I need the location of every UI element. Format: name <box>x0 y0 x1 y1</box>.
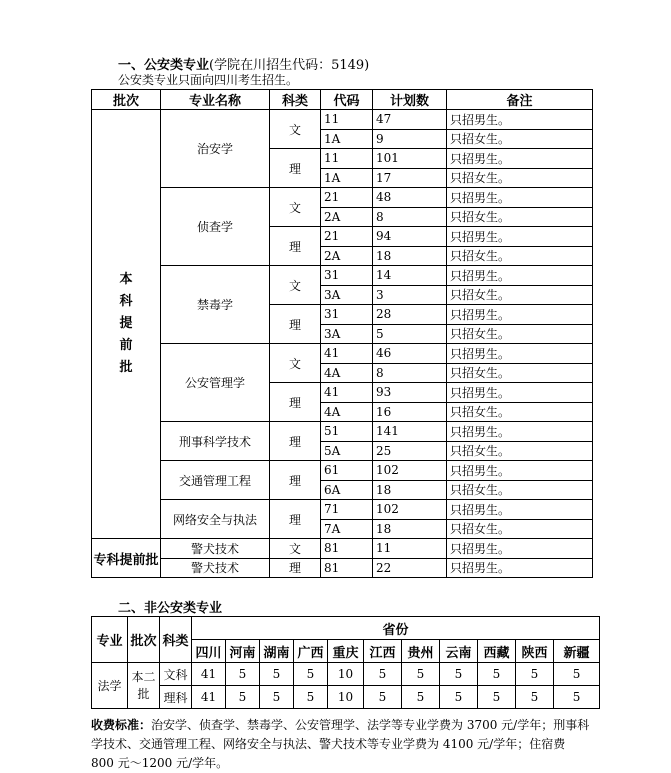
table-row <box>92 663 600 686</box>
code-cell: 1A <box>321 129 373 149</box>
value-cell: 5 <box>554 663 600 686</box>
major-cell: 公安管理学 <box>161 344 270 422</box>
count-cell: 141 <box>373 422 447 442</box>
subject-cell: 理 <box>270 227 321 266</box>
code-cell: 31 <box>321 305 373 325</box>
table-row <box>92 266 593 286</box>
remark-cell: 只招男生。 <box>447 500 593 520</box>
header-major: 专业名称 <box>161 90 270 110</box>
province-cell: 河南 <box>226 640 260 663</box>
subject-cell: 理 <box>270 500 321 539</box>
major-cell: 网络安全与执法 <box>161 500 270 539</box>
subject-cell: 理 <box>270 558 321 578</box>
value-cell: 5 <box>440 686 478 709</box>
province-cell: 云南 <box>440 640 478 663</box>
remark-cell: 只招男生。 <box>447 422 593 442</box>
count-cell: 94 <box>373 227 447 247</box>
remark-cell: 只招女生。 <box>447 480 593 500</box>
count-cell: 14 <box>373 266 447 286</box>
table-row <box>92 461 593 481</box>
subject-cell: 文 <box>270 110 321 149</box>
table-row <box>92 686 600 709</box>
batch-vocational-advance: 专科提前批 <box>92 539 161 578</box>
value-cell: 5 <box>260 686 294 709</box>
province-cell: 新疆 <box>554 640 600 663</box>
count-cell: 9 <box>373 129 447 149</box>
remark-cell: 只招女生。 <box>447 129 593 149</box>
remark-cell: 只招男生。 <box>447 344 593 364</box>
subject-cell: 文 <box>270 344 321 383</box>
table-header-row <box>92 90 593 110</box>
header-count: 计划数 <box>373 90 447 110</box>
remark-cell: 只招男生。 <box>447 110 593 130</box>
code-cell: 7A <box>321 519 373 539</box>
value-cell: 5 <box>478 686 516 709</box>
value-cell: 5 <box>364 663 402 686</box>
table-row <box>92 558 593 578</box>
province-cell: 广西 <box>294 640 328 663</box>
remark-cell: 只招女生。 <box>447 246 593 266</box>
province-cell: 湖南 <box>260 640 294 663</box>
subject-cell: 理科 <box>160 686 192 709</box>
header-major: 专业 <box>92 617 128 663</box>
header-batch: 批次 <box>128 617 160 663</box>
table-row <box>92 422 593 442</box>
remark-cell: 只招男生。 <box>447 539 593 559</box>
count-cell: 93 <box>373 383 447 403</box>
fee-standard-paragraph <box>91 716 591 773</box>
remark-cell: 只招女生。 <box>447 441 593 461</box>
count-cell: 3 <box>373 285 447 305</box>
count-cell: 17 <box>373 168 447 188</box>
fee-standard-label: 收费标准： <box>91 718 152 732</box>
remark-cell: 只招男生。 <box>447 149 593 169</box>
code-cell: 81 <box>321 558 373 578</box>
subject-cell: 理 <box>270 461 321 500</box>
count-cell: 22 <box>373 558 447 578</box>
major-cell: 警犬技术 <box>161 539 270 559</box>
code-cell: 1A <box>321 168 373 188</box>
value-cell: 5 <box>226 686 260 709</box>
code-cell: 41 <box>321 344 373 364</box>
table-row <box>92 539 593 559</box>
value-cell: 10 <box>328 686 364 709</box>
count-cell: 101 <box>373 149 447 169</box>
major-cell: 警犬技术 <box>161 558 270 578</box>
count-cell: 8 <box>373 363 447 383</box>
major-cell: 交通管理工程 <box>161 461 270 500</box>
value-cell: 5 <box>516 663 554 686</box>
count-cell: 48 <box>373 188 447 208</box>
count-cell: 25 <box>373 441 447 461</box>
section1-title-note: (学院在川招生代码：5149) <box>209 58 370 73</box>
section1-title-text: 一、公安类专业 <box>118 58 210 73</box>
header-subject: 科类 <box>160 617 192 663</box>
table-row <box>92 344 593 364</box>
value-cell: 5 <box>294 663 328 686</box>
code-cell: 3A <box>321 285 373 305</box>
code-cell: 6A <box>321 480 373 500</box>
remark-cell: 只招女生。 <box>447 207 593 227</box>
value-cell: 41 <box>192 663 226 686</box>
table-row <box>92 188 593 208</box>
count-cell: 46 <box>373 344 447 364</box>
count-cell: 28 <box>373 305 447 325</box>
batch-undergrad-advance <box>92 110 161 539</box>
value-cell: 5 <box>260 663 294 686</box>
remark-cell: 只招女生。 <box>447 324 593 344</box>
count-cell: 102 <box>373 500 447 520</box>
header-subject: 科类 <box>270 90 321 110</box>
major-cell: 治安学 <box>161 110 270 188</box>
count-cell: 16 <box>373 402 447 422</box>
province-cell: 贵州 <box>402 640 440 663</box>
value-cell: 41 <box>192 686 226 709</box>
remark-cell: 只招女生。 <box>447 363 593 383</box>
value-cell: 5 <box>226 663 260 686</box>
section1-note: 公安类专业只面向四川考生招生。 <box>118 73 299 87</box>
code-cell: 71 <box>321 500 373 520</box>
count-cell: 5 <box>373 324 447 344</box>
non-police-majors-table <box>91 616 600 709</box>
major-cell: 法学 <box>92 663 128 709</box>
subject-cell: 文科 <box>160 663 192 686</box>
police-majors-table <box>91 89 593 578</box>
code-cell: 11 <box>321 110 373 130</box>
table-row <box>92 110 593 130</box>
code-cell: 21 <box>321 188 373 208</box>
count-cell: 11 <box>373 539 447 559</box>
value-cell: 5 <box>402 686 440 709</box>
value-cell: 5 <box>478 663 516 686</box>
header-batch: 批次 <box>92 90 161 110</box>
major-cell: 刑事科学技术 <box>161 422 270 461</box>
remark-cell: 只招男生。 <box>447 227 593 247</box>
count-cell: 18 <box>373 246 447 266</box>
subject-cell: 文 <box>270 188 321 227</box>
subject-cell: 文 <box>270 266 321 305</box>
fee-standard-text: 治安学、侦查学、禁毒学、公安管理学、法学等专业学费为 3700 元/学年；刑事科学技术、交通管理工程、网络安全与执法、警犬技术等专业学费为 4100 元/学年；住宿费 800 元～1200 元/学年。 <box>91 718 590 770</box>
code-cell: 3A <box>321 324 373 344</box>
code-cell: 11 <box>321 149 373 169</box>
count-cell: 18 <box>373 519 447 539</box>
subject-cell: 理 <box>270 305 321 344</box>
count-cell: 18 <box>373 480 447 500</box>
province-cell: 四川 <box>192 640 226 663</box>
remark-cell: 只招男生。 <box>447 305 593 325</box>
subject-cell: 理 <box>270 383 321 422</box>
table-header-row <box>92 617 600 640</box>
province-cell: 陕西 <box>516 640 554 663</box>
batch-cell: 本二批 <box>128 663 160 709</box>
code-cell: 61 <box>321 461 373 481</box>
remark-cell: 只招男生。 <box>447 558 593 578</box>
remark-cell: 只招男生。 <box>447 383 593 403</box>
remark-cell: 只招男生。 <box>447 461 593 481</box>
code-cell: 41 <box>321 383 373 403</box>
value-cell: 5 <box>364 686 402 709</box>
subject-cell: 文 <box>270 539 321 559</box>
table-row <box>92 500 593 520</box>
code-cell: 81 <box>321 539 373 559</box>
value-cell: 5 <box>554 686 600 709</box>
remark-cell: 只招女生。 <box>447 402 593 422</box>
remark-cell: 只招男生。 <box>447 266 593 286</box>
subject-cell: 理 <box>270 149 321 188</box>
province-cell: 重庆 <box>328 640 364 663</box>
remark-cell: 只招女生。 <box>447 285 593 305</box>
remark-cell: 只招男生。 <box>447 188 593 208</box>
code-cell: 51 <box>321 422 373 442</box>
province-cell: 西藏 <box>478 640 516 663</box>
count-cell: 8 <box>373 207 447 227</box>
code-cell: 4A <box>321 402 373 422</box>
value-cell: 5 <box>516 686 554 709</box>
section2-title: 二、非公安类专业 <box>118 601 223 616</box>
major-cell: 禁毒学 <box>161 266 270 344</box>
header-province: 省份 <box>192 617 600 640</box>
remark-cell: 只招女生。 <box>447 519 593 539</box>
value-cell: 5 <box>294 686 328 709</box>
subject-cell: 理 <box>270 422 321 461</box>
value-cell: 5 <box>440 663 478 686</box>
value-cell: 10 <box>328 663 364 686</box>
code-cell: 5A <box>321 441 373 461</box>
count-cell: 47 <box>373 110 447 130</box>
code-cell: 4A <box>321 363 373 383</box>
header-remark: 备注 <box>447 90 593 110</box>
province-cell: 江西 <box>364 640 402 663</box>
code-cell: 2A <box>321 246 373 266</box>
code-cell: 21 <box>321 227 373 247</box>
code-cell: 31 <box>321 266 373 286</box>
code-cell: 2A <box>321 207 373 227</box>
batch-undergrad-label: 本科提前批 <box>119 272 133 375</box>
header-code: 代码 <box>321 90 373 110</box>
remark-cell: 只招女生。 <box>447 168 593 188</box>
value-cell: 5 <box>402 663 440 686</box>
count-cell: 102 <box>373 461 447 481</box>
major-cell: 侦查学 <box>161 188 270 266</box>
